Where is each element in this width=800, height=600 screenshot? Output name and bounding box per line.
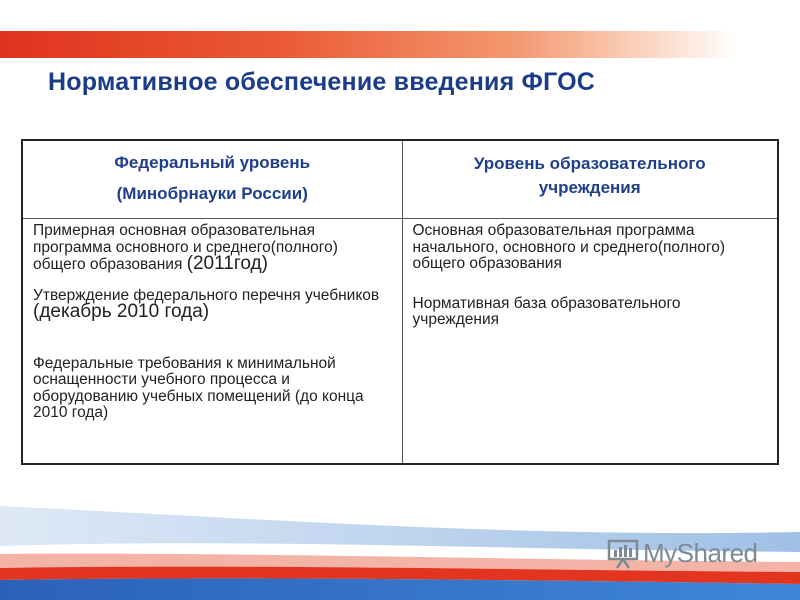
federal-item-program-date: (2011год) [186, 253, 268, 274]
header-institution-level [402, 140, 778, 219]
federal-item-textbooks [33, 288, 392, 322]
institution-item-normative-base: Нормативная база образовательного учреждения [412, 294, 681, 328]
header-federal-line1: Федеральный уровень [114, 153, 311, 172]
header-institution-line2: учреждения [538, 178, 641, 197]
header-federal-level [22, 140, 402, 219]
federal-level-cell [22, 219, 402, 465]
chart-board-icon [607, 537, 641, 569]
top-accent-bar [0, 31, 800, 58]
federal-item-program [33, 223, 392, 274]
table-body-row [22, 219, 778, 465]
header-federal-line2: (Минобрнауки России) [116, 184, 308, 203]
myshared-watermark [607, 537, 758, 569]
federal-item-textbooks-date: (декабрь 2010 года) [33, 301, 210, 322]
institution-level-cell [402, 219, 778, 465]
federal-item-textbooks-text: Утверждение федерального перечня учебников [33, 286, 380, 304]
slide-title: Нормативное обеспечение введения ФГОС [48, 68, 596, 96]
table-header-row [22, 140, 778, 219]
header-institution-line1: Уровень образовательного [473, 154, 706, 173]
federal-item-program-text: Примерная основная образовательная программа основного и среднего(полного) общего образования [33, 222, 338, 273]
watermark-text: MyShared [643, 537, 758, 568]
institution-item-program: Основная образовательная программа начального, основного и среднего(полного) общего образования [412, 222, 726, 272]
federal-item-requirements: Федеральные требования к минимальной оснащенности учебного процесса и оборудованию учебных помещений (до конца 2010 года) [33, 354, 364, 421]
levels-table [21, 139, 779, 465]
